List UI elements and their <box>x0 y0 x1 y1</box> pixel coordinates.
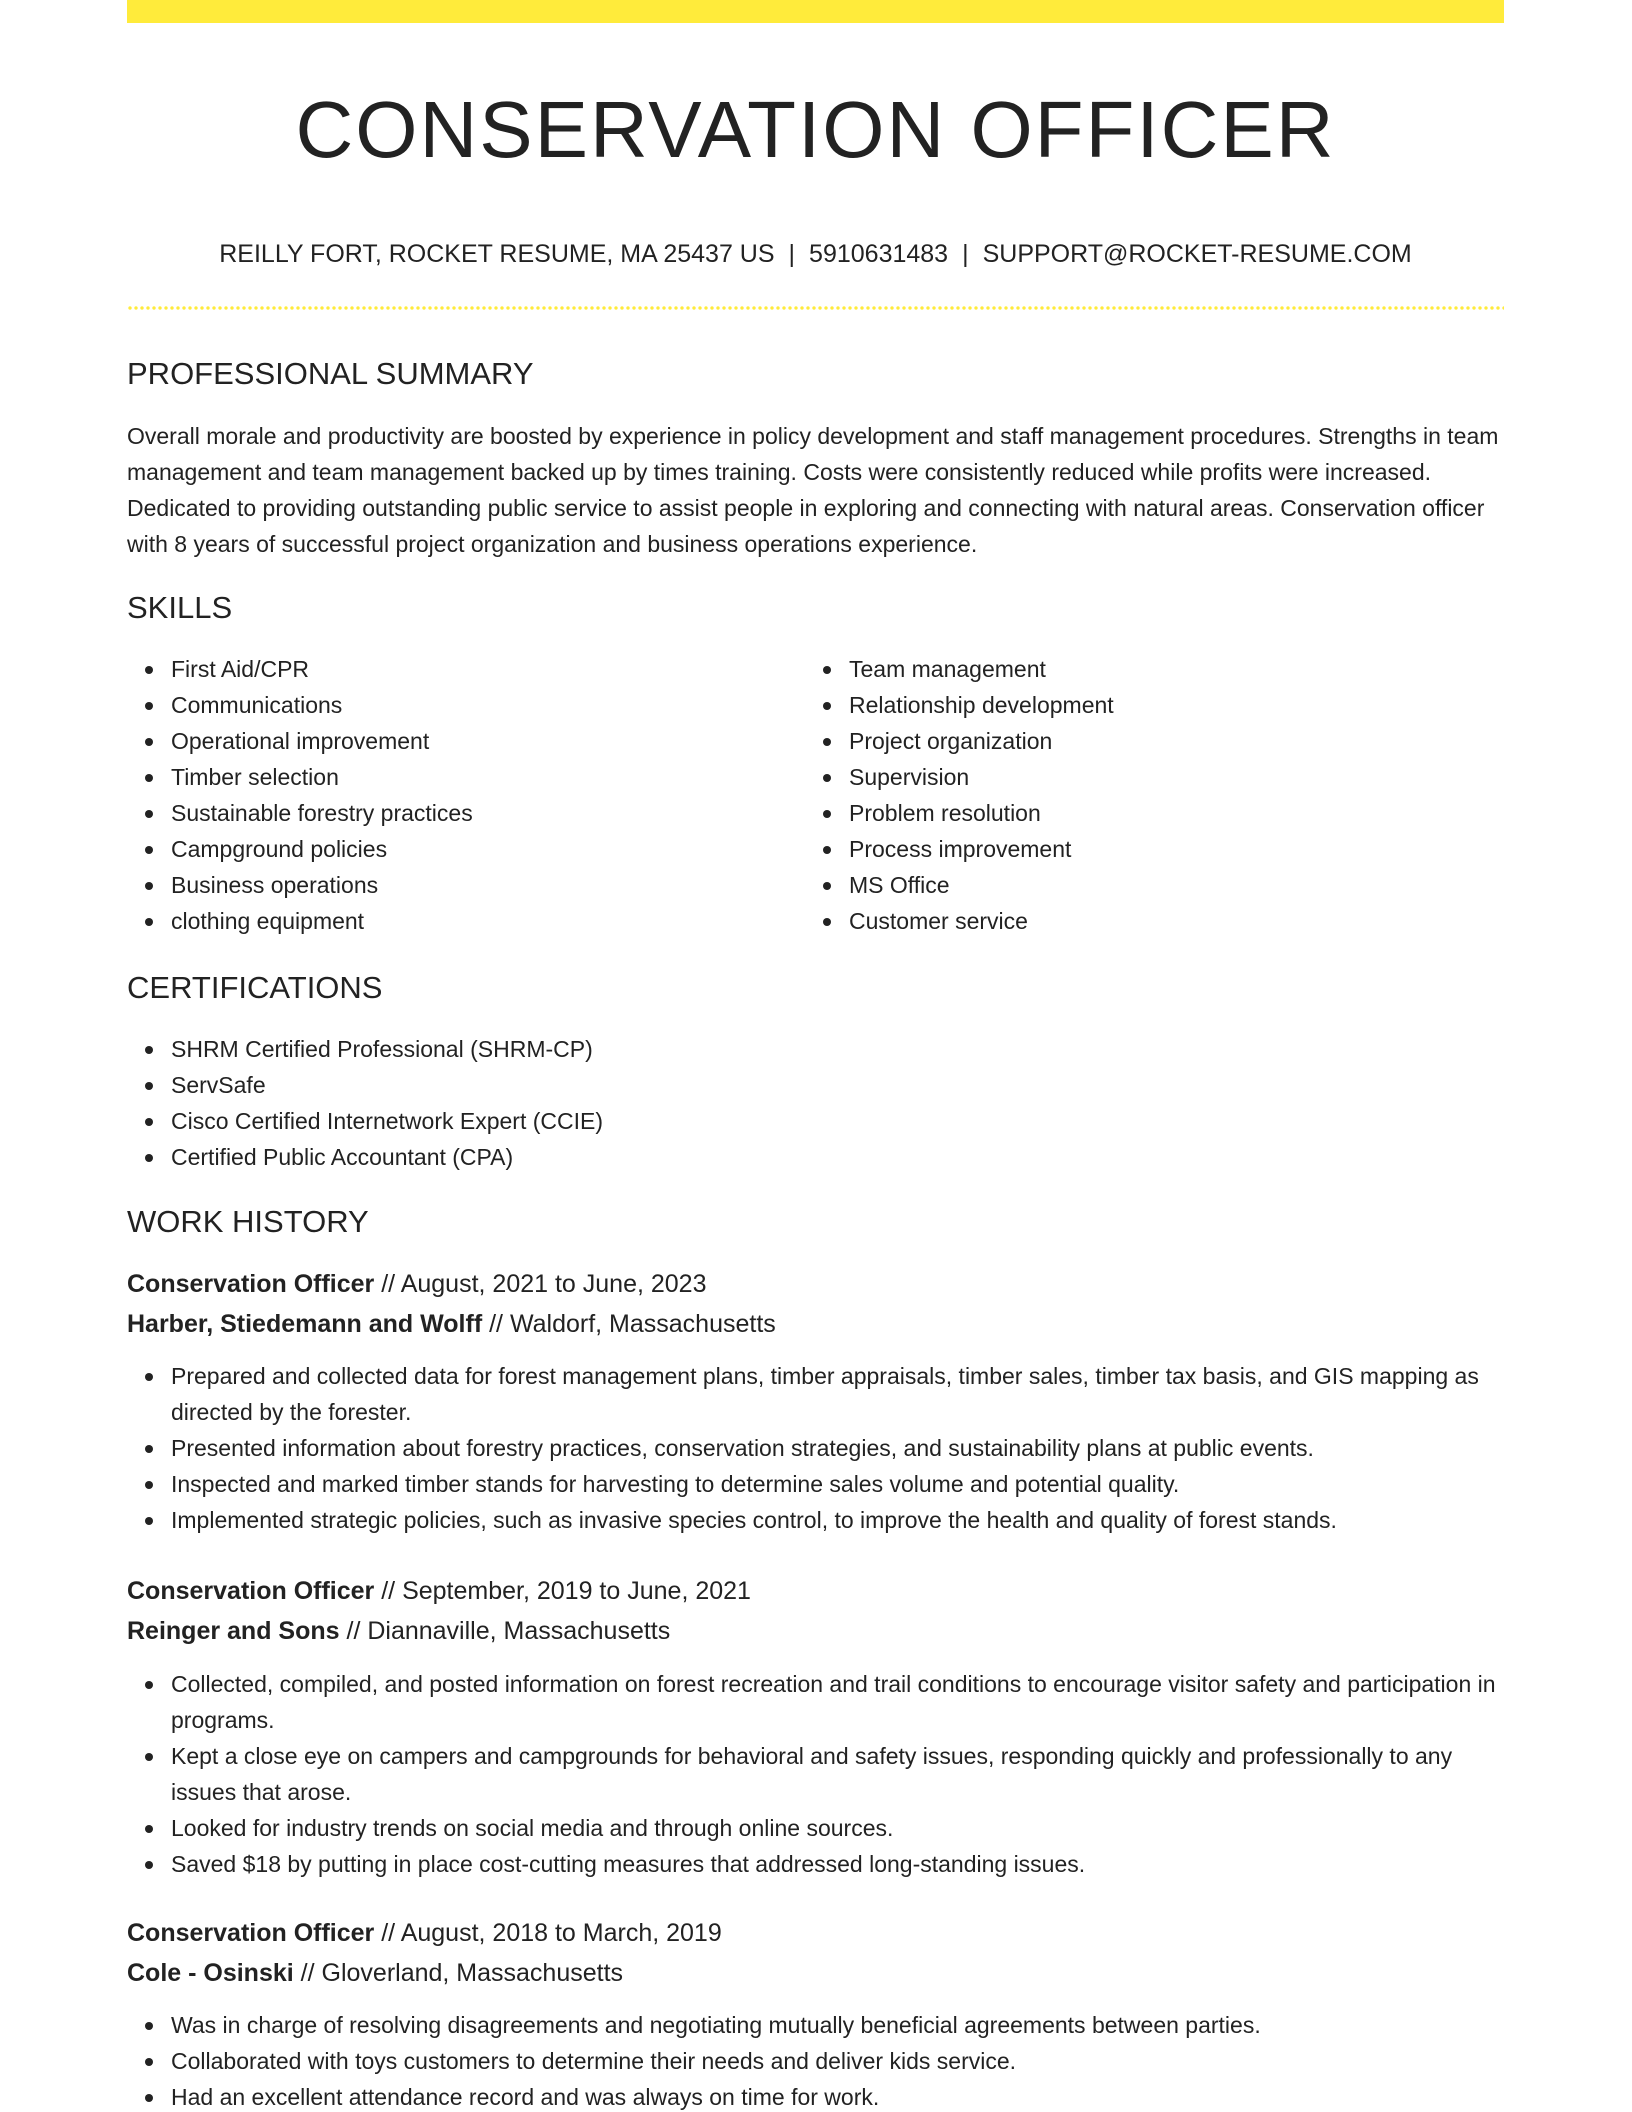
job-company-line <box>127 1613 670 1649</box>
contact-email: SUPPORT@ROCKET-RESUME.COM <box>982 240 1412 268</box>
list-item: SHRM Certified Professional (SHRM-CP) <box>127 1031 1027 1067</box>
job-location: // Gloverland, Massachusetts <box>300 1959 624 1987</box>
dotted-divider <box>127 306 1504 310</box>
list-item: First Aid/CPR <box>127 651 767 687</box>
certifications-heading: CERTIFICATIONS <box>127 970 383 1005</box>
contact-line <box>127 236 1504 272</box>
list-item: Was in charge of resolving disagreements and negotiating mutually beneficial agreements between parties. <box>127 2007 1507 2043</box>
job-dates: // September, 2019 to June, 2021 <box>381 1577 751 1605</box>
list-item: Looked for industry trends on social media and through online sources. <box>127 1810 1507 1846</box>
job-title-line <box>127 1573 751 1609</box>
contact-separator: | <box>962 240 969 268</box>
job-location: // Waldorf, Massachusetts <box>489 1310 776 1338</box>
work-history-heading: WORK HISTORY <box>127 1204 369 1239</box>
list-item: Kept a close eye on campers and campgrounds for behavioral and safety issues, responding quickly and professionally to any issues that arose. <box>127 1738 1507 1810</box>
summary-heading: PROFESSIONAL SUMMARY <box>127 356 534 391</box>
list-item: Operational improvement <box>127 723 767 759</box>
list-item: Project organization <box>805 723 1445 759</box>
job-bullets <box>127 1358 1507 1538</box>
list-item: Customer service <box>805 903 1445 939</box>
job-title: Conservation Officer <box>127 1270 375 1298</box>
list-item: Problem resolution <box>805 795 1445 831</box>
job-dates: // August, 2021 to June, 2023 <box>381 1270 707 1298</box>
list-item: Had an excellent attendance record and was always on time for work. <box>127 2079 1507 2112</box>
list-item: Relationship development <box>805 687 1445 723</box>
job-title-line <box>127 1915 722 1951</box>
list-item: Prepared and collected data for forest management plans, timber appraisals, timber sales, timber tax basis, and GIS mapping as directed by the forester. <box>127 1358 1507 1430</box>
job-company: Harber, Stiedemann and Wolff <box>127 1310 483 1338</box>
job-company-line <box>127 1955 623 1991</box>
page-title: CONSERVATION OFFICER <box>295 85 1336 174</box>
list-item: MS Office <box>805 867 1445 903</box>
contact-address: REILLY FORT, ROCKET RESUME, MA 25437 US <box>219 240 775 268</box>
list-item: Certified Public Accountant (CPA) <box>127 1139 1027 1175</box>
contact-separator: | <box>788 240 796 268</box>
list-item: Supervision <box>805 759 1445 795</box>
skills-list-left <box>127 651 767 939</box>
list-item: Sustainable forestry practices <box>127 795 767 831</box>
list-item: clothing equipment <box>127 903 767 939</box>
list-item: ServSafe <box>127 1067 1027 1103</box>
job-company: Reinger and Sons <box>127 1617 340 1645</box>
job-bullets <box>127 2007 1507 2112</box>
job-company-line <box>127 1306 776 1342</box>
job-title-line <box>127 1266 707 1302</box>
list-item: Timber selection <box>127 759 767 795</box>
list-item: Cisco Certified Internetwork Expert (CCIE) <box>127 1103 1027 1139</box>
summary-text: Overall morale and productivity are boosted by experience in policy development and staff management procedures. Strengths in team management and team management backed up by times training. Costs were consistently reduced while profits were increased. Dedicated to providing outstanding public service to assist people in exploring and connecting with natural areas. Conservation officer with 8 years of successful project organization and business operations experience. <box>127 423 1499 557</box>
job-bullets <box>127 1666 1507 1882</box>
job-title: Conservation Officer <box>127 1919 375 1947</box>
list-item: Team management <box>805 651 1445 687</box>
job-location: // Diannaville, Massachusetts <box>346 1617 671 1645</box>
list-item: Collaborated with toys customers to determine their needs and deliver kids service. <box>127 2043 1507 2079</box>
list-item: Presented information about forestry practices, conservation strategies, and sustainability plans at public events. <box>127 1430 1507 1466</box>
list-item: Campground policies <box>127 831 767 867</box>
job-company: Cole - Osinski <box>127 1959 294 1987</box>
list-item: Business operations <box>127 867 767 903</box>
list-item: Inspected and marked timber stands for harvesting to determine sales volume and potential quality. <box>127 1466 1507 1502</box>
list-item: Implemented strategic policies, such as invasive species control, to improve the health and quality of forest stands. <box>127 1502 1507 1538</box>
job-title: Conservation Officer <box>127 1577 375 1605</box>
certifications-list <box>127 1031 1027 1175</box>
top-accent-bar <box>127 0 1504 23</box>
contact-phone: 5910631483 <box>809 240 949 268</box>
skills-heading: SKILLS <box>127 590 233 625</box>
list-item: Saved $18 by putting in place cost-cutting measures that addressed long-standing issues. <box>127 1846 1507 1882</box>
list-item: Communications <box>127 687 767 723</box>
job-dates: // August, 2018 to March, 2019 <box>381 1919 722 1947</box>
skills-list-right <box>805 651 1445 939</box>
list-item: Process improvement <box>805 831 1445 867</box>
list-item: Collected, compiled, and posted information on forest recreation and trail conditions to encourage visitor safety and participation in programs. <box>127 1666 1507 1738</box>
